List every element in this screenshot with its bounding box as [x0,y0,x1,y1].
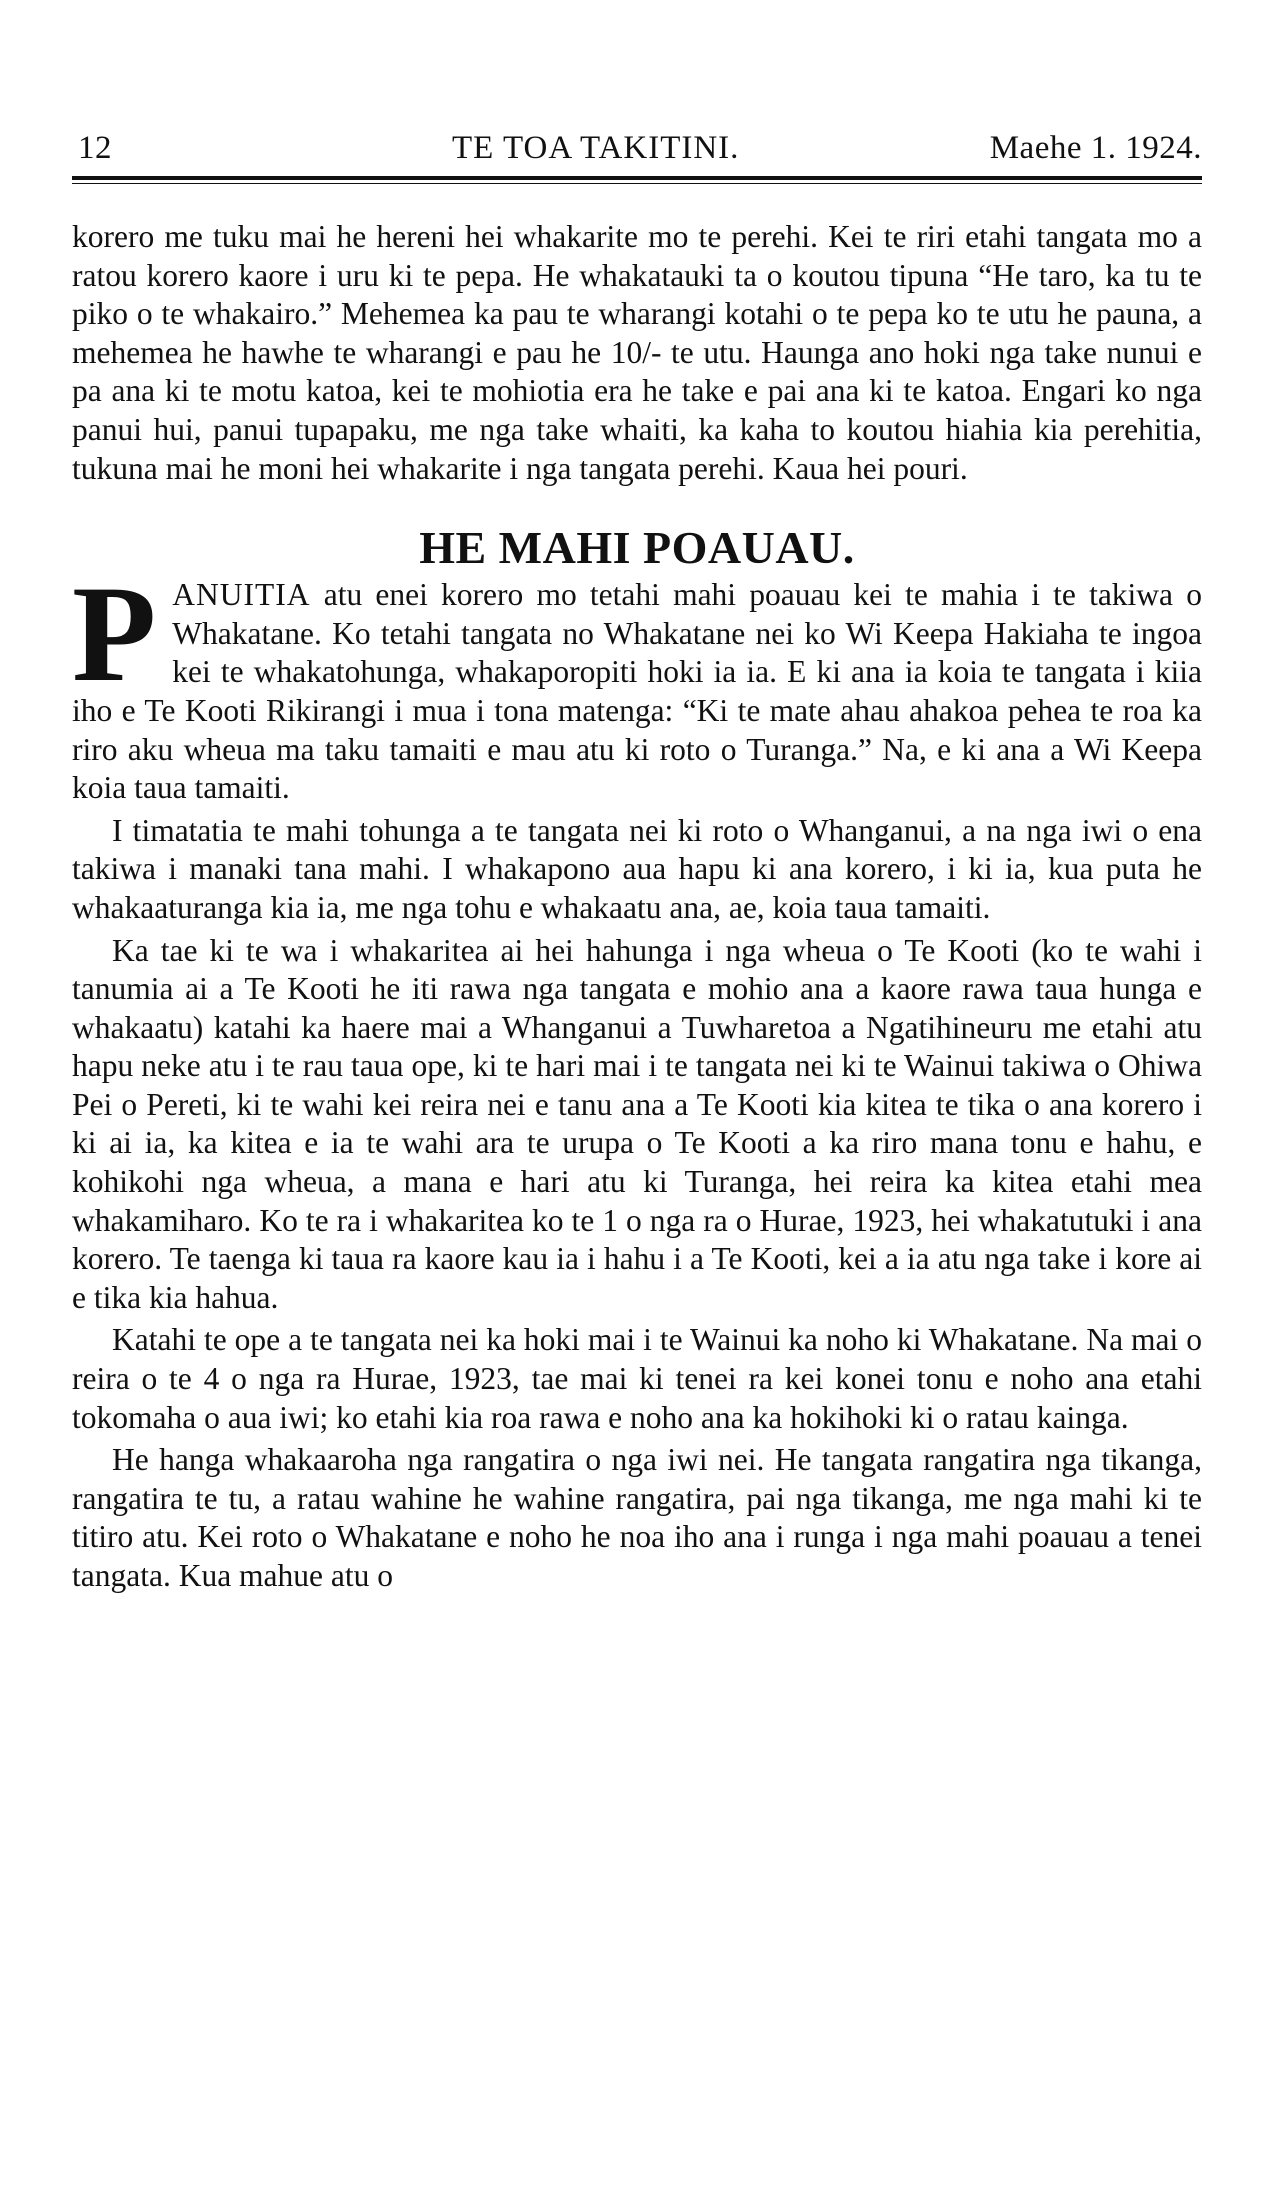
paragraph: He hanga whakaaroha nga rangatira o nga iwi nei. He tangata rangatira nga tikanga, rangatira te tu, a ratau wahine he wahine rangatira, pai nga tikanga, me nga mahi ki te titiro atu. Kei roto o Whakatane e noho he noa iho ana i runga i nga mahi poauau a tenei tangata. Kua mahue atu o [72,1442,1202,1593]
header-rule [72,176,1202,180]
drop-cap: P [72,557,157,711]
first-paragraph [72,557,1202,808]
page-number: 12 [78,130,112,166]
page-header [72,120,1202,172]
newspaper-page [72,120,1202,1600]
first-word: ANUITIA [172,577,311,613]
issue-date: Maehe 1. 1924. [989,130,1202,166]
paragraph: I timatatia te mahi tohunga a te tangata nei ki roto o Whanganui, a na nga iwi o ena takiwa i manaki tana mahi. I whakapono aua hapu ki ana korero, i ki ia, kua puta he whakaaturanga kia ia, me nga tohu e whakaatu ana, ae, koia taua tamaiti. [72,812,1202,925]
publication-title: TE TOA TAKITINI. [452,130,740,166]
first-paragraph-text: atu enei korero mo tetahi mahi poauau kei te mahia i te takiwa o Whakatane. Ko tetahi tangata no Whakatane nei ko Wi Keepa Hakiaha te ingoa kei te whakatohunga, whakaporopiti hoki ia ia. E ki ana ia koia te tangata i kiia iho e Te Kooti Rikirangi i mua i tona matenga: “Ki te mate ahau ahakoa pehea te roa ka riro aku wheua ma taku tamaiti e mau atu ki roto o Turanga.” Na, e ki ana a Wi Keepa koia taua tamaiti. [72,577,1202,806]
paragraph: Ka tae ki te wa i whakaritea ai hei hahunga i nga wheua o Te Kooti (ko te wahi i tanumia ai a Te Kooti he iti rawa nga tangata e mohio ana a kaore rawa taua hunga e whakaatu) katahi ka haere mai a Whanganui a Tuwharetoa a Ngatihineuru me etahi atu hapu neke atu i te rau taua ope, ki te hari mai i te tangata nei ki te Wainui takiwa o Ohiwa Pei o Pereti, ki te wahi kei reira nei e tanu ana a Te Kooti kia kitea te tika o ana korero i ki ai ia, ka kitea e ia te wahi ara te urupa o Te Kooti a ka riro mana tonu e hahu, e kohikohi nga wheua, a mana e hari atu ki Turanga, hei reira ka kitea etahi mea whakamiharo. Ko te ra i whakaritea ko te 1 o nga ra o Hurae, 1923, hei whakatutuki i ana korero. Te taenga ki taua ra kaore kau ia i hahu i a Te Kooti, kei a ia atu nga take i kore ai e tika kia hahua. [72,932,1202,1315]
article-heading: HE MAHI POAUAU. [419,522,855,574]
header-rule-thin [72,183,1202,184]
paragraph: Katahi te ope a te tangata nei ka hoki mai i te Wainui ka noho ki Whakatane. Na mai o reira o te 4 o nga ra Hurae, 1923, tae mai ki tenei ra kei konei tonu e noho ana etahi tokomaha o aua iwi; ko etahi kia roa rawa e noho ana ka hokihoki ki o ratau kainga. [72,1322,1202,1435]
intro-paragraph: korero me tuku mai he hereni hei whakarite mo te perehi. Kei te riri etahi tangata mo a ratou korero kaore i uru ki te pepa. He whakatauki ta o koutou tipuna “He taro, ka tu te piko o te whakairo.” Mehemea ka pau te wharangi kotahi o te pepa ko te utu he pauna, a mehemea he hawhe te wharangi e pau he 10/- te utu. Haunga ano hoki nga take nunui e pa ana ki te motu katoa, kei te mohiotia era he take e pai ana ki te katoa. Engari ko nga panui hui, panui tupapaku, me nga take whaiti, ka kaha to koutou hiahia kia perehitia, tukuna mai he moni hei whakarite i nga tangata perehi. Kaua hei pouri. [72,219,1202,486]
article-body [72,218,1202,1596]
